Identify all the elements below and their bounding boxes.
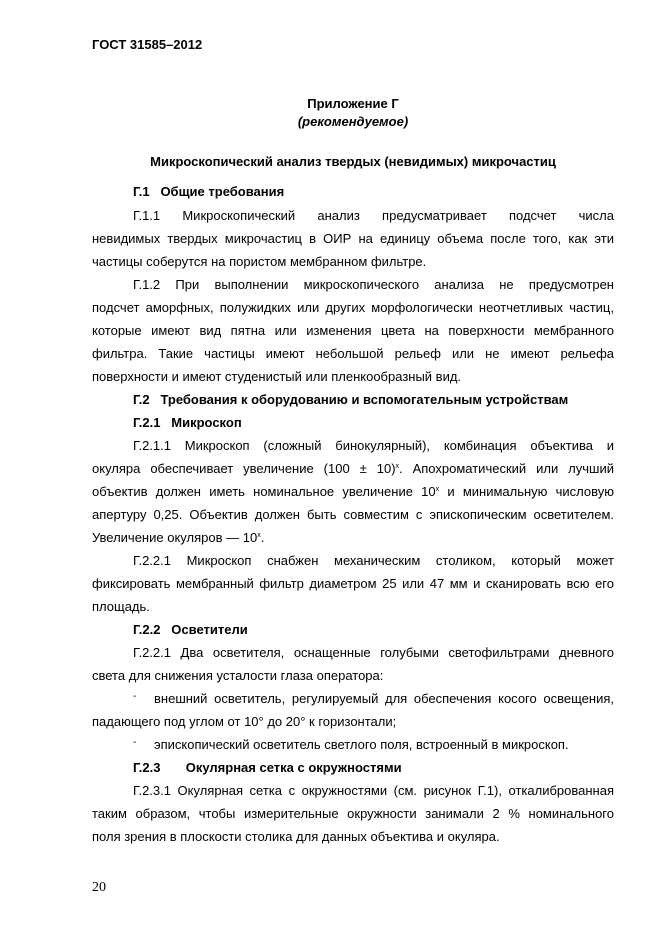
text-line-with-sup <box>92 530 614 545</box>
text-line: Г.2.3.1 Окулярная сетка с окружностями (см. рисунок Г.1), откалиброванная <box>133 783 614 798</box>
bullet-marker: - <box>133 691 137 702</box>
section-title: Микроскоп <box>171 415 242 430</box>
text-line: которые имеют вид пятна или изменения цвета на поверхности мембранного <box>92 323 614 338</box>
bullet-marker: - <box>133 737 137 748</box>
section-title: Общие требования <box>160 184 285 199</box>
text-line: невидимых твердых микрочастиц в ОИР на единицу объема после того, как эти <box>92 231 614 246</box>
page-number: 20 <box>92 880 106 895</box>
section-heading-g21 <box>133 415 242 430</box>
list-item-text: эпископический осветитель светлого поля, встроенный в микроскоп. <box>154 737 569 752</box>
text-line: Г.2.2.1 Два осветителя, оснащенные голубыми светофильтрами дневного <box>133 645 614 660</box>
text-fragment: объектив должен иметь номинальное увеличение 10 <box>92 484 436 499</box>
text-line: частицы соберутся на пористом мембранном фильтре. <box>92 254 427 269</box>
section-heading-g2 <box>133 392 568 407</box>
text-fragment: и минимальную числовую <box>439 484 614 499</box>
section-number: Г.2.2 <box>133 622 161 637</box>
text-line: подсчет аморфных, полужидких или других морфологически неотчетливых частиц, <box>92 300 614 315</box>
section-title: Окулярная сетка с окружностями <box>185 760 402 775</box>
superscript: x <box>257 532 261 539</box>
document-header: ГОСТ 31585–2012 <box>92 37 203 52</box>
superscript: x <box>435 486 440 493</box>
text-fragment: Увеличение окуляров — 10 <box>92 530 258 545</box>
text-line-with-sup <box>92 461 614 476</box>
section-number: Г.2 <box>133 392 150 407</box>
text-line: поля зрения в плоскости столика для данных объектива и окуляра. <box>92 829 500 844</box>
section-heading-g22 <box>133 622 248 637</box>
section-heading-g1 <box>133 184 284 199</box>
section-title: Требования к оборудованию и вспомогательным устройствам <box>160 392 569 407</box>
list-item-text: падающего под углом от 10° до 20° к горизонтали; <box>92 714 397 729</box>
text-line: поверхности и имеют студенистый или пленкообразный вид. <box>92 369 462 384</box>
text-fragment: . Апохроматический или лучший <box>399 461 614 476</box>
text-fragment: . <box>260 530 265 545</box>
superscript: x <box>395 463 400 470</box>
section-number: Г.2.3 <box>133 760 161 775</box>
section-number: Г.1 <box>133 184 150 199</box>
section-heading-g23 <box>133 760 402 775</box>
text-fragment: окуляра обеспечивает увеличение (100 ± 10) <box>92 461 396 476</box>
text-line: Г.1.1 Микроскопический анализ предусматривает подсчет числа <box>133 208 614 223</box>
appendix-title: Приложение Г <box>307 96 399 111</box>
text-line-with-sup <box>92 484 614 499</box>
text-line: Г.2.2.1 Микроскоп снабжен механическим столиком, который может <box>133 553 614 568</box>
section-title: Осветители <box>171 622 248 637</box>
appendix-status: (рекомендуемое) <box>297 114 409 129</box>
text-line: апертуру 0,25. Объектив должен быть совместим с эпископическим осветителем. <box>92 507 614 522</box>
text-line: площадь. <box>92 599 150 614</box>
text-line: фиксировать мембранный фильтр диаметром 25 или 47 мм и сканировать всю его <box>92 576 614 591</box>
list-item-text: внешний осветитель, регулируемый для обеспечения косого освещения, <box>154 691 614 706</box>
main-title: Микроскопический анализ твердых (невидимых) микрочастиц <box>150 154 556 169</box>
text-line: фильтра. Такие частицы имеют небольшой рельеф или не имеют рельефа <box>92 346 614 361</box>
text-line: Г.2.1.1 Микроскоп (сложный бинокулярный), комбинация объектива и <box>133 438 614 453</box>
text-line: Г.1.2 При выполнении микроскопического анализа не предусмотрен <box>133 277 614 292</box>
text-line: таким образом, чтобы измерительные окружности занимали 2 % номинального <box>92 806 614 821</box>
section-number: Г.2.1 <box>133 415 161 430</box>
text-line: света для снижения усталости глаза оператора: <box>92 668 384 683</box>
